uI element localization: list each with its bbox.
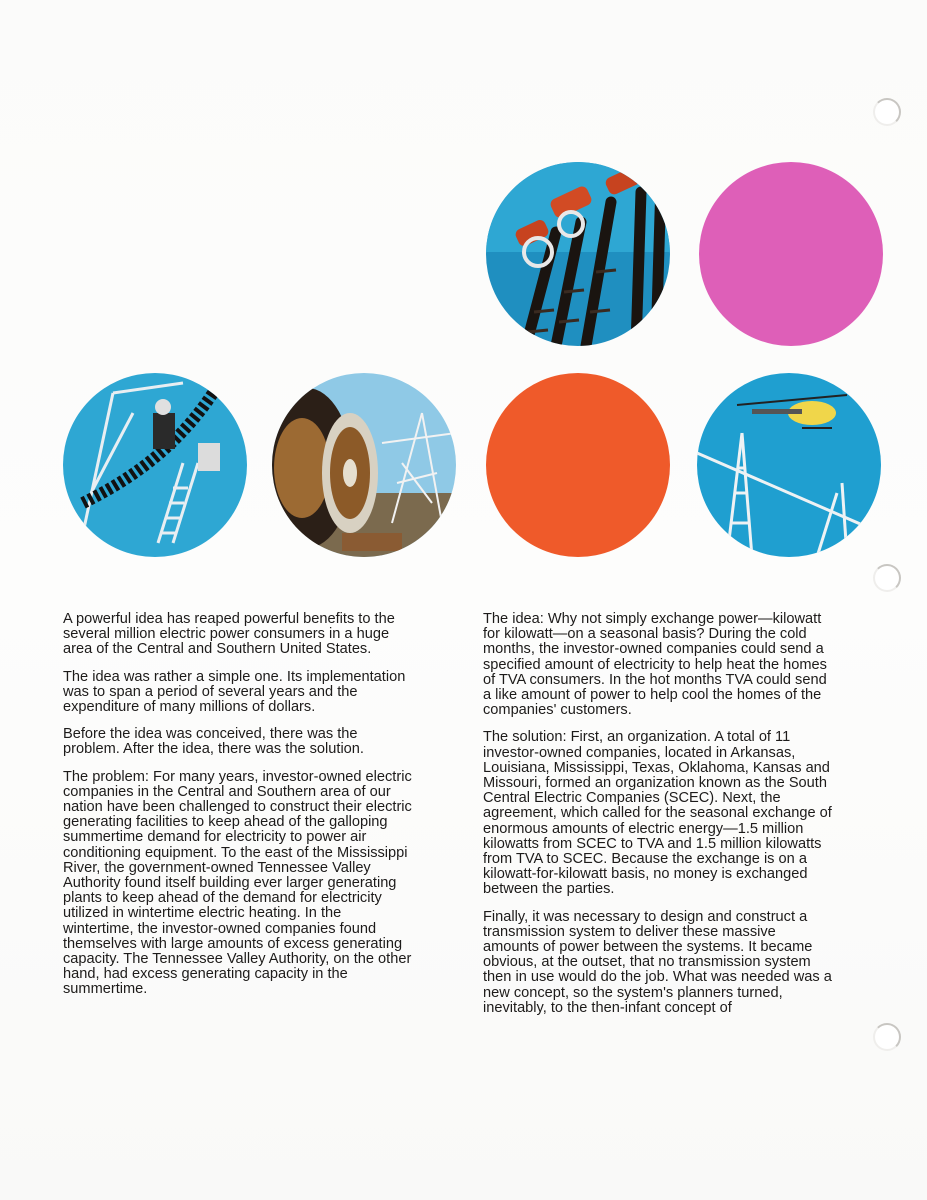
paragraph-problem: The problem: For many years, investor-owned electric companies in the Central and Southern area of our nation have been challenged to construct their electric generating facilities to keep ahead of the galloping summertime demand for electricity to power air conditioning equipment. To the east of the Mississippi River, the government-owned Tennessee Valley Authority found itself building ever larger generating plants to keep ahead of the demand for electricity utilized in wintertime electric heating. In the wintertime, the investor-owned companies found themselves with large amounts of excess generating capacity. The Tennessee Valley Authority, on the other hand, had excess generating capacity in the summertime. <box>63 768 412 998</box>
photo-lineman-on-tower <box>63 373 247 557</box>
paragraph-before-idea: Before the idea was conceived, there was the problem. After the idea, there was the solution. <box>63 726 364 758</box>
binder-hole-top <box>873 98 901 126</box>
right-text-column <box>483 612 835 1028</box>
magenta-circle <box>699 162 883 346</box>
paragraph-idea-simple: The idea was rather a simple one. Its implementation was to span a period of several years and the expenditure of many millions of dollars. <box>63 668 406 716</box>
orange-circle <box>486 373 670 557</box>
binder-hole-bottom <box>873 1023 901 1051</box>
photo-cable-reels <box>272 373 456 557</box>
photo-insulator-strings <box>486 162 670 346</box>
paragraph-finally: Finally, it was necessary to design and construct a transmission system to deliver these massive amounts of power between the systems. It became obvious, at the outset, that no transmission system then in use would do the job. What was needed was a new concept, so the system's planners turned, inevitably, to the then-infant concept of <box>483 908 832 1016</box>
photo-helicopter-tower <box>697 373 881 557</box>
paragraph-solution: The solution: First, an organization. A total of 11 investor-owned companies, located in Arkansas, Louisiana, Mississippi, Texas, Oklahoma, Kansas and Missouri, formed an organization known as the South Central Electric Companies (SCEC). Next, the agreement, which called for the seasonal exchange of enormous amounts of electric energy—1.5 million kilowatts from SCEC to TVA and 1.5 million kilowatts from TVA to SCEC. Because the exchange is on a kilowatt-for-kilowatt basis, no money is exchanged between the parties. <box>483 729 832 898</box>
paragraph-the-idea: The idea: Why not simply exchange power—kilowatt for kilowatt—on a seasonal basis? During the cold months, the investor-owned companies could send a specified amount of electricity to help heat the homes of TVA consumers. In the hot months TVA could send a like amount of power to help cool the homes of the companies' customers. <box>483 611 827 719</box>
left-text-column <box>63 612 415 1010</box>
binder-hole-middle <box>873 564 901 592</box>
paragraph-intro: A powerful idea has reaped powerful benefits to the several million electric power consumers in a huge area of the Central and Southern United States. <box>63 611 395 658</box>
